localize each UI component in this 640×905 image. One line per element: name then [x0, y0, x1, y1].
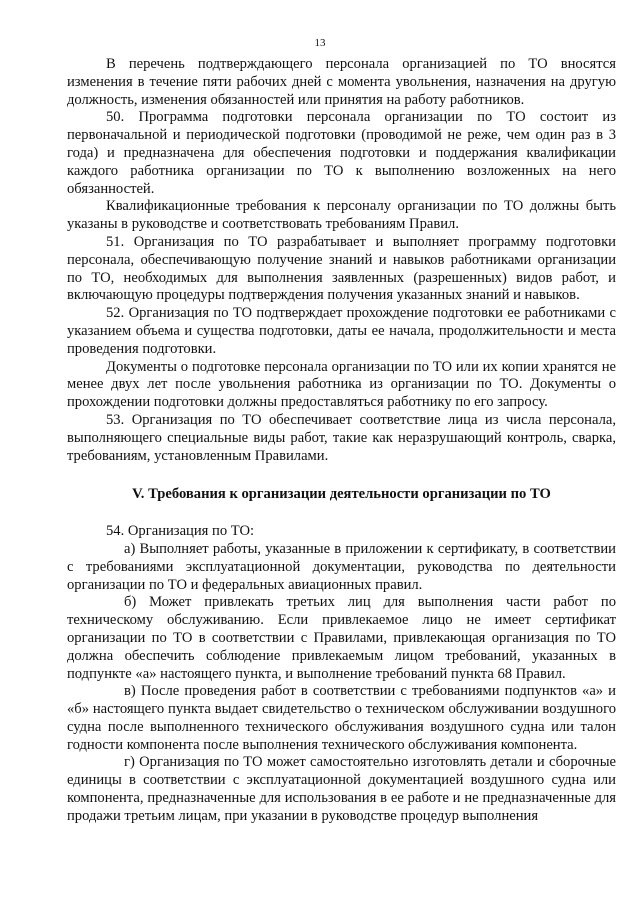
- subparagraph-v: в) После проведения работ в соответствии с требованиями подпунктов «а» и «б» настоящего пункта выдает свидетельство о техническом обслуживании воздушного судна после выполненного технического обслуживания воздушного судна или талон годности компонента после выполнения технического обслуживания компонента.: [67, 683, 616, 753]
- paragraph-51-training-development: 51. Организация по ТО разрабатывает и выполняет программу подготовки персонала, обеспечивающую получение знаний и навыков работниками организации по ТО, необходимых для выполнения заявленных (разрешенных) видов работ, и включающую процедуры подтверждения получения указанных знаний и навыков.: [67, 233, 616, 304]
- section-title: V. Требования к организации деятельности организации по ТО: [132, 486, 551, 503]
- paragraph-54-intro: 54. Организация по ТО:: [106, 523, 255, 540]
- paragraph-50-training-program: 50. Программа подготовки персонала организации по ТО состоит из первоначальной и периодической подготовки (проводимой не реже, чем один раз в 3 года) и предназначена для обеспечения подготовки и поддержания квалификации каждого работника организации по ТО к выполнению возложенных на него обязанностей.: [67, 109, 616, 197]
- paragraph-personnel-list-changes: В перечень подтверждающего персонала организацией по ТО вносятся изменения в течение пяти рабочих дней с момента увольнения, назначения на другую должность, изменения обязанностей или принятия на работу работников.: [67, 56, 616, 108]
- paragraph-qualification-requirements: Квалификационные требования к персоналу организации по ТО должны быть указаны в руководстве и соответствовать требованиям Правил.: [67, 198, 616, 233]
- paragraph-53-special-works-personnel: 53. Организация по ТО обеспечивает соответствие лица из числа персонала, выполняющего специальные виды работ, такие как неразрушающий контроль, сварка, требованиям, установленным Правилами.: [67, 411, 616, 464]
- paragraph-training-documents-storage: Документы о подготовке персонала организации по ТО или их копии хранятся не менее двух лет после увольнения работника из организации по ТО. Документы о прохождении подготовки должны предоставляться работнику по его запросу.: [67, 358, 616, 411]
- subparagraph-b: б) Может привлекать третьих лиц для выполнения части работ по техническому обслуживанию. Если привлекаемое лицо не имеет сертификат организации по ТО в соответствии с Правилами, привлекающая организация по ТО должна обеспечить соблюдение привлекаемым лицом требований, указанных в подпункте «а» настоящего пункта, и выполнение требований пункта 68 Правил.: [67, 594, 616, 682]
- page-number: 13: [314, 37, 326, 49]
- document-body: [67, 56, 616, 826]
- subparagraph-a: а) Выполняет работы, указанные в приложении к сертификату, в соответствии с требованиями эксплуатационной документации, руководства по деятельности организации по ТО и федеральных авиационных правил.: [67, 540, 616, 593]
- paragraph-52-training-confirmation: 52. Организация по ТО подтверждает прохождение подготовки ее работниками с указанием объема и существа подготовки, даты ее начала, продолжительности и места проведения подготовки.: [67, 305, 616, 357]
- subparagraph-g: г) Организация по ТО может самостоятельно изготовлять детали и сборочные единицы в соответствии с эксплуатационной документацией воздушного судна или компонента, предназначенные для использования в ее работе и не предназначенные для продажи третьим лицам, при указании в руководстве процедур выполнения: [67, 754, 616, 824]
